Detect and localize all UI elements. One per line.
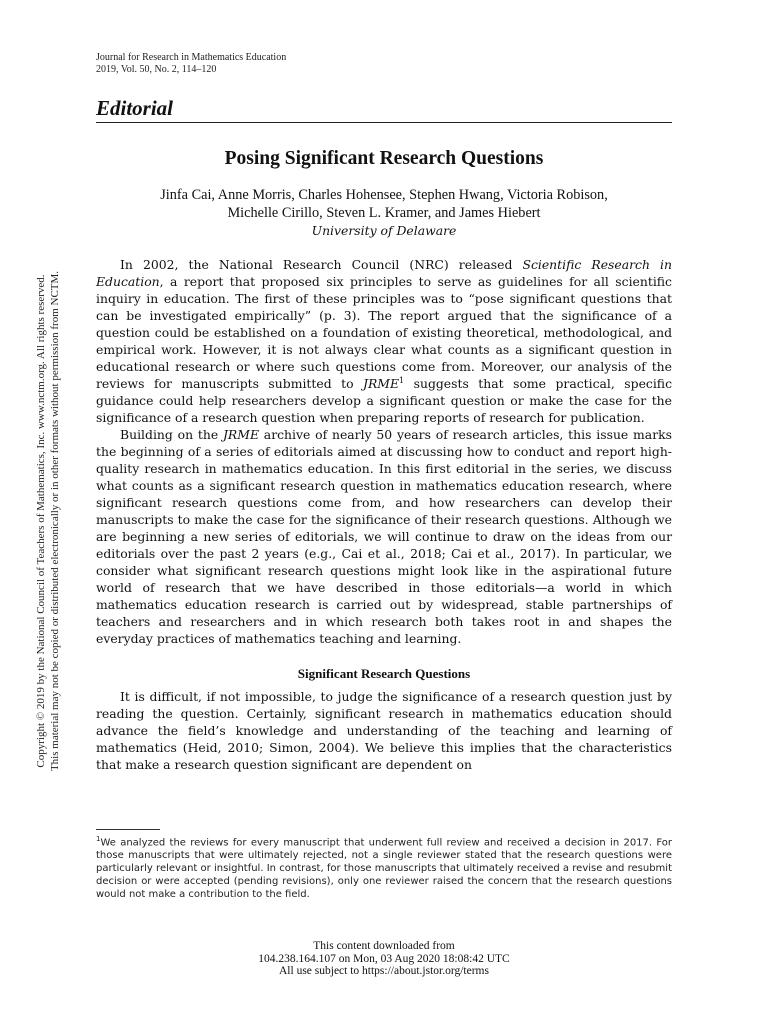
jstor-notice bbox=[96, 940, 672, 978]
journal-citation: 2019, Vol. 50, No. 2, 114–120 bbox=[96, 64, 217, 75]
paragraph-3: It is difficult, if not impossible, to judge the significance of a research question just by reading the question. Certainly, significant research in mathematics education should advance the field’s knowledge and understanding of the teaching and learning of mathematics (Heid, 2010; Simon, 2004). We believe this implies that the characteristics that make a research question significant are dependent on bbox=[96, 689, 672, 772]
journal-abbrev: JRME bbox=[363, 376, 400, 391]
copyright-line-1: Copyright © 2019 by the National Council of Teachers of Mathematics, Inc. www.nctm.org. All rights reserved. bbox=[35, 274, 47, 768]
report-title: Scientific Research in Education bbox=[96, 257, 672, 289]
authors-line-1: Jinfa Cai, Anne Morris, Charles Hohensee, Stephen Hwang, Victoria Robison, bbox=[160, 187, 608, 203]
header-rule bbox=[96, 122, 672, 123]
footnote-marker: 1 bbox=[96, 835, 101, 843]
section-heading: Significant Research Questions bbox=[297, 666, 471, 681]
author-block bbox=[96, 186, 672, 240]
journal-abbrev: JRME bbox=[222, 427, 259, 442]
jstor-line-3: All use subject to https://about.jstor.org/terms bbox=[279, 965, 489, 977]
jstor-line-1: This content downloaded from bbox=[313, 940, 455, 952]
paragraph-2: Building on the JRME archive of nearly 50 years of research articles, this issue marks the beginning of a series of editorials aimed at discussing how to conduct and report high-quality research in mathematics education. In this first editorial in the series, we discuss what counts as a significant research question in mathematics education research, where significant research questions come from, and how researchers can develop their manuscripts to make the case for the significance of their research questions. Although we are beginning a new series of editorials, we will continue to draw on the ideas from our editorials over the past 2 years (e.g., Cai et al., 2018; Cai et al., 2017). In particular, we consider what significant research questions might look like in the aspirational future world of research that we have described in those editorials—a world in which mathematics education research is carried out by widespread, stable partnerships of teachers and researchers and in which research both takes root in and shapes the everyday practices of mathematics teaching and learning. bbox=[96, 427, 672, 646]
journal-name: Journal for Research in Mathematics Education bbox=[96, 52, 287, 63]
authors-line-2: Michelle Cirillo, Steven L. Kramer, and James Hiebert bbox=[227, 205, 541, 221]
paragraph-1: In 2002, the National Research Council (NRC) released Scientific Research in Education, a report that proposed six principles to serve as guidelines for all scientific inquiry in education. The first of these principles was to “pose significant questions that can be investigated empirically” (p. 3). The report argued that the significance of a question could be established on a foundation of existing theoretical, methodological, and empirical work. However, it is not always clear what counts as a significant question in educational research or where such questions come from. Moreover, our analysis of the reviews for manuscripts submitted to JRME$^1$ suggests that some practical, specific guidance could help researchers develop a significant question or make the case for the significance of a research question when preparing reports of research for publication. bbox=[96, 257, 673, 425]
footnote-text: We analyzed the reviews for every manuscript that underwent full review and received a decision in 2017. For those manuscripts that were ultimately rejected, not a single reviewer stated that the research questions were particularly relevant or insightful. In contrast, for those manuscripts that ultimately received a revise and resubmit decision or were accepted (pending revisions), only one reviewer raised the concern that the research questions would not make a contribution to the field. bbox=[96, 837, 672, 901]
footnote-rule bbox=[96, 829, 160, 830]
section-label: Editorial bbox=[96, 96, 174, 120]
journal-header bbox=[96, 52, 286, 76]
article-title: Posing Significant Research Questions bbox=[224, 148, 544, 169]
footnote bbox=[96, 833, 672, 901]
footnote-ref[interactable]: 1 bbox=[399, 375, 405, 385]
jstor-line-2: 104.238.164.107 on Mon, 03 Aug 2020 18:08:42 UTC bbox=[258, 952, 510, 965]
affiliation: University of Delaware bbox=[311, 223, 457, 238]
copyright-line-2: This material may not be copied or distributed electronically or in other formats without permission from NCTM. bbox=[49, 270, 61, 772]
article-body bbox=[96, 256, 672, 773]
copyright-notice bbox=[34, 131, 66, 911]
